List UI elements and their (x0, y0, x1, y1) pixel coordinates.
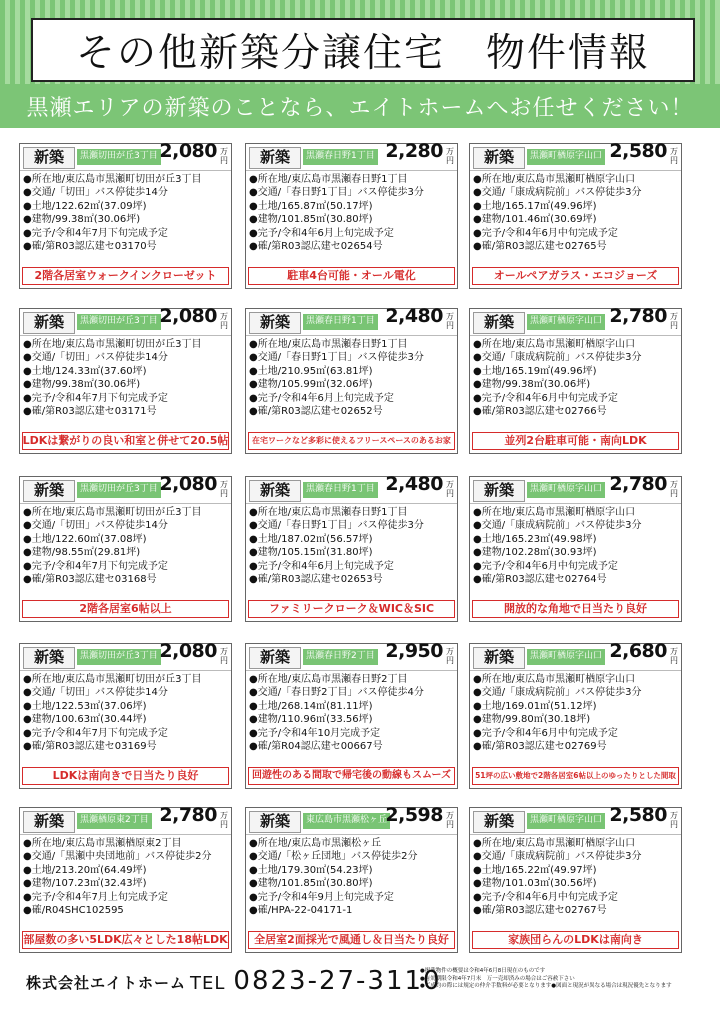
property-card[interactable] (19, 140, 232, 289)
completion-date: ●完予/令和4年7月下旬完成予定 (23, 392, 168, 404)
land-area: ●土地/165.22㎡(49.97坪) (473, 864, 597, 876)
card-header (470, 640, 681, 671)
feature-highlight: LDKは繋がりの良い和室と併せて20.5帖 (22, 432, 229, 450)
building-area: ●建物/100.63㎡(30.44坪) (23, 714, 147, 726)
building-area: ●建物/102.28㎡(30.93坪) (473, 547, 597, 559)
area-label: 黒瀬楢原東2丁目 (77, 813, 152, 829)
land-area: ●土地/165.19㎡(49.96坪) (473, 365, 597, 377)
certification-number: ●確/第R03認広建セ02766号 (473, 405, 607, 417)
building-area: ●建物/99.38㎡(30.06坪) (23, 379, 141, 391)
access: ●交通/「切田」バス停徒歩14分 (23, 187, 168, 199)
new-build-badge: 新築 (473, 147, 525, 169)
card-header (246, 804, 457, 835)
feature-highlight: 駐車4台可能・オール電化 (248, 267, 455, 285)
building-area: ●建物/99.80㎡(30.18坪) (473, 714, 591, 726)
land-area: ●土地/213.20㎡(64.49坪) (23, 864, 147, 876)
price: 2,080 (159, 305, 217, 327)
area-label: 黒瀬切田が丘3丁目 (77, 482, 161, 498)
price: 2,680 (609, 640, 667, 662)
land-area: ●土地/122.60㎡(37.08坪) (23, 533, 147, 545)
property-card[interactable] (469, 804, 682, 953)
certification-number: ●確/第R03認広建セ02652号 (249, 405, 383, 417)
access: ●交通/「黒瀬中央団地前」バス停徒歩2分 (23, 851, 212, 863)
area-label: 黒瀬切田が丘3丁目 (77, 149, 161, 165)
address: ●所在地/東広島市黒瀬町切田が丘3丁目 (23, 339, 202, 350)
price-unit: 万円 (446, 811, 454, 829)
price: 2,950 (385, 640, 443, 662)
property-details (20, 835, 231, 917)
feature-highlight: 2階各居室ウォークインクローゼット (22, 267, 229, 285)
feature-highlight: 回遊性のある間取で帰宅後の動線もスムーズ (248, 767, 455, 785)
completion-date: ●完予/令和4年6月中旬完成予定 (473, 727, 618, 739)
completion-date: ●完予/令和4年6月上旬完成予定 (249, 392, 394, 404)
area-label: 黒瀬春日野1丁目 (303, 314, 378, 330)
address: ●所在地/東広島市黒瀬町切田が丘3丁目 (23, 507, 202, 518)
card-header (20, 140, 231, 171)
price: 2,280 (385, 140, 443, 162)
feature-highlight: 並列2台駐車可能・南向LDK (472, 432, 679, 450)
new-build-badge: 新築 (249, 647, 301, 669)
footer-note: ●有効期限令和4年7月末 万一売却済みの場合はご容赦下さい (420, 975, 575, 982)
price: 2,580 (609, 140, 667, 162)
feature-highlight: LDKは南向きで日当たり良好 (22, 767, 229, 785)
company-name: 株式会社エイトホーム (26, 974, 187, 992)
access: ●交通/「康成病院前」バス停徒歩3分 (473, 687, 642, 699)
feature-highlight: 開放的な角地で日当たり良好 (472, 600, 679, 618)
certification-number: ●確/R04SHC102595 (23, 904, 124, 916)
card-header (246, 473, 457, 504)
feature-highlight: ファミリークローク＆WIC＆SIC (248, 600, 455, 618)
property-details (246, 504, 457, 586)
access: ●交通/「切田」バス停徒歩14分 (23, 520, 168, 532)
land-area: ●土地/124.33㎡(37.60坪) (23, 365, 147, 377)
property-card[interactable] (19, 305, 232, 454)
property-details (20, 336, 231, 418)
price: 2,780 (609, 305, 667, 327)
property-card[interactable] (469, 140, 682, 289)
certification-number: ●確/第R03認広建セ02769号 (473, 740, 607, 752)
building-area: ●建物/101.85㎡(30.80坪) (249, 878, 373, 890)
price-unit: 万円 (220, 147, 228, 165)
property-details (246, 171, 457, 253)
new-build-badge: 新築 (23, 480, 75, 502)
feature-highlight: オールペアガラス・エコジョーズ (472, 267, 679, 285)
price: 2,780 (159, 804, 217, 826)
feature-highlight: 2階各居室6帖以上 (22, 600, 229, 618)
building-area: ●建物/99.38㎡(30.06坪) (23, 214, 141, 226)
price: 2,780 (609, 473, 667, 495)
access: ●交通/「康成病院前」バス停徒歩3分 (473, 352, 642, 364)
price: 2,080 (159, 473, 217, 495)
new-build-badge: 新築 (473, 480, 525, 502)
area-label: 黒瀬町楢原字山口 (527, 813, 605, 829)
new-build-badge: 新築 (23, 312, 75, 334)
certification-number: ●確/第R03認広建セ02653号 (249, 573, 383, 585)
building-area: ●建物/101.85㎡(30.80坪) (249, 214, 373, 226)
address: ●所在地/東広島市黒瀬町楢原字山口 (473, 339, 636, 350)
property-card[interactable] (19, 804, 232, 953)
footer (0, 964, 720, 1022)
price-unit: 万円 (670, 312, 678, 330)
property-details (470, 171, 681, 253)
price-unit: 万円 (220, 647, 228, 665)
new-build-badge: 新築 (23, 647, 75, 669)
property-card[interactable] (245, 140, 458, 289)
property-card[interactable] (469, 640, 682, 789)
building-area: ●建物/105.15㎡(31.80坪) (249, 547, 373, 559)
card-header (246, 305, 457, 336)
address: ●所在地/東広島市黒瀬町楢原字山口 (473, 674, 636, 685)
certification-number: ●確/第R04認広建セ00667号 (249, 740, 383, 752)
feature-highlight: 51坪の広い敷地で2階各居室6帖以上のゆったりとした間取 (472, 767, 679, 785)
footer-notes (420, 968, 720, 991)
feature-highlight: 在宅ワークなど多彩に使えるフリースペースのあるお家 (248, 432, 455, 450)
new-build-badge: 新築 (249, 312, 301, 334)
tel-value: 0823-27-3110 (233, 966, 442, 996)
access: ●交通/「切田」バス停徒歩14分 (23, 352, 168, 364)
completion-date: ●完予/令和4年6月上旬完成予定 (249, 560, 394, 572)
card-header (20, 305, 231, 336)
property-card[interactable] (469, 305, 682, 454)
land-area: ●土地/165.87㎡(50.17坪) (249, 200, 373, 212)
address: ●所在地/東広島市黒瀬春日野1丁目 (249, 174, 408, 185)
price-unit: 万円 (220, 312, 228, 330)
address: ●所在地/東広島市黒瀬町楢原字山口 (473, 507, 636, 518)
access: ●交通/「康成病院前」バス停徒歩3分 (473, 851, 642, 863)
access: ●交通/「康成病院前」バス停徒歩3分 (473, 187, 642, 199)
property-details (470, 504, 681, 586)
area-label: 黒瀬町楢原字山口 (527, 149, 605, 165)
footer-note: ●ご成約の際には規定の仲介手数料が必要となります●図面と現況が異なる場合は現況優先となります (420, 983, 672, 989)
certification-number: ●確/第R03認広建セ03170号 (23, 240, 157, 252)
feature-highlight: 全居室2面採光で風通し＆日当たり良好 (248, 931, 455, 949)
completion-date: ●完予/令和4年6月上旬完成予定 (249, 227, 394, 239)
land-area: ●土地/165.17㎡(49.96坪) (473, 200, 597, 212)
price-unit: 万円 (670, 647, 678, 665)
price-unit: 万円 (446, 647, 454, 665)
page-subtitle: 黒瀬エリアの新築のことなら、エイトホームへお任せください！ (0, 84, 720, 128)
property-card[interactable] (245, 640, 458, 789)
land-area: ●土地/169.01㎡(51.12坪) (473, 700, 597, 712)
property-details (470, 336, 681, 418)
property-details (246, 671, 457, 753)
property-card[interactable] (19, 473, 232, 622)
completion-date: ●完予/令和4年6月中旬完成予定 (473, 891, 618, 903)
area-label: 黒瀬町楢原字山口 (527, 482, 605, 498)
price-unit: 万円 (446, 480, 454, 498)
certification-number: ●確/第R03認広建セ02765号 (473, 240, 607, 252)
access: ●交通/「康成病院前」バス停徒歩3分 (473, 520, 642, 532)
price: 2,480 (385, 473, 443, 495)
area-label: 黒瀬切田が丘3丁目 (77, 314, 161, 330)
card-header (20, 473, 231, 504)
property-details (470, 671, 681, 753)
property-card[interactable] (245, 305, 458, 454)
area-label: 黒瀬春日野1丁目 (303, 482, 378, 498)
area-label: 黒瀬町楢原字山口 (527, 314, 605, 330)
certification-number: ●確/第R03認広建セ02767号 (473, 904, 607, 916)
certification-number: ●確/第R03認広建セ03168号 (23, 573, 157, 585)
address: ●所在地/東広島市黒瀬町切田が丘3丁目 (23, 174, 202, 185)
building-area: ●建物/99.38㎡(30.06坪) (473, 379, 591, 391)
price-unit: 万円 (670, 811, 678, 829)
building-area: ●建物/107.23㎡(32.43坪) (23, 878, 147, 890)
new-build-badge: 新築 (473, 647, 525, 669)
new-build-badge: 新築 (473, 312, 525, 334)
property-details (246, 835, 457, 917)
property-details (246, 336, 457, 418)
area-label: 黒瀬春日野2丁目 (303, 649, 378, 665)
land-area: ●土地/210.95㎡(63.81坪) (249, 365, 373, 377)
address: ●所在地/東広島市黒瀬町楢原字山口 (473, 838, 636, 849)
card-header (20, 804, 231, 835)
address: ●所在地/東広島市黒瀬松ヶ丘 (249, 838, 382, 849)
new-build-badge: 新築 (23, 811, 75, 833)
address: ●所在地/東広島市黒瀬町楢原字山口 (473, 174, 636, 185)
building-area: ●建物/101.03㎡(30.56坪) (473, 878, 597, 890)
property-card[interactable] (19, 640, 232, 789)
property-card[interactable] (469, 473, 682, 622)
property-card[interactable] (245, 473, 458, 622)
certification-number: ●確/第R03認広建セ02654号 (249, 240, 383, 252)
land-area: ●土地/165.23㎡(49.98坪) (473, 533, 597, 545)
tel-label: TEL (190, 973, 226, 994)
price: 2,480 (385, 305, 443, 327)
area-label: 黒瀬町楢原字山口 (527, 649, 605, 665)
access: ●交通/「春日野1丁目」バス停徒歩3分 (249, 352, 424, 364)
phone-number[interactable] (190, 966, 442, 996)
card-header (246, 140, 457, 171)
price: 2,580 (609, 804, 667, 826)
access: ●交通/「春日野2丁目」バス停徒歩4分 (249, 687, 424, 699)
address: ●所在地/東広島市黒瀬春日野2丁目 (249, 674, 408, 685)
card-header (470, 804, 681, 835)
property-details (20, 671, 231, 753)
price-unit: 万円 (220, 811, 228, 829)
completion-date: ●完予/令和4年10月完成予定 (249, 727, 381, 739)
price-unit: 万円 (446, 147, 454, 165)
card-header (470, 305, 681, 336)
price-unit: 万円 (220, 480, 228, 498)
property-card[interactable] (245, 804, 458, 953)
page-title: その他新築分譲住宅 物件情報 (31, 18, 695, 82)
building-area: ●建物/98.55㎡(29.81坪) (23, 547, 141, 559)
price: 2,080 (159, 140, 217, 162)
certification-number: ●確/第R03認広建セ02764号 (473, 573, 607, 585)
new-build-badge: 新築 (473, 811, 525, 833)
card-header (20, 640, 231, 671)
area-label: 東広島市黒瀬松ヶ丘 (303, 813, 390, 829)
completion-date: ●完予/令和4年7月上旬完成予定 (23, 891, 168, 903)
access: ●交通/「切田」バス停徒歩14分 (23, 687, 168, 699)
address: ●所在地/東広島市黒瀬楢原東2丁目 (23, 838, 182, 849)
certification-number: ●確/HPA-22-04171-1 (249, 904, 353, 916)
certification-number: ●確/第R03認広建セ03169号 (23, 740, 157, 752)
completion-date: ●完予/令和4年6月中旬完成予定 (473, 392, 618, 404)
feature-highlight: 部屋数の多い5LDK広々とした18帖LDK (22, 931, 229, 949)
footer-note: ●掲載物件の概要は令和4年6月8日現在のものです (420, 968, 546, 974)
price-unit: 万円 (446, 312, 454, 330)
address: ●所在地/東広島市黒瀬春日野1丁目 (249, 339, 408, 350)
card-header (470, 473, 681, 504)
price-unit: 万円 (670, 480, 678, 498)
completion-date: ●完予/令和4年7月下旬完成予定 (23, 227, 168, 239)
land-area: ●土地/268.14㎡(81.11坪) (249, 700, 373, 712)
completion-date: ●完予/令和4年7月下旬完成予定 (23, 560, 168, 572)
certification-number: ●確/第R03認広建セ03171号 (23, 405, 157, 417)
building-area: ●建物/105.99㎡(32.06坪) (249, 379, 373, 391)
building-area: ●建物/101.46㎡(30.69坪) (473, 214, 597, 226)
price: 2,598 (385, 804, 443, 826)
new-build-badge: 新築 (249, 147, 301, 169)
access: ●交通/「春日野1丁目」バス停徒歩3分 (249, 520, 424, 532)
property-details (20, 504, 231, 586)
land-area: ●土地/122.53㎡(37.06坪) (23, 700, 147, 712)
new-build-badge: 新築 (249, 480, 301, 502)
price-unit: 万円 (670, 147, 678, 165)
new-build-badge: 新築 (23, 147, 75, 169)
land-area: ●土地/122.62㎡(37.09坪) (23, 200, 147, 212)
completion-date: ●完予/令和4年7月下旬完成予定 (23, 727, 168, 739)
land-area: ●土地/187.02㎡(56.57坪) (249, 533, 373, 545)
access: ●交通/「春日野1丁目」バス停徒歩3分 (249, 187, 424, 199)
price: 2,080 (159, 640, 217, 662)
property-details (470, 835, 681, 917)
access: ●交通/「松ヶ丘団地」バス停徒歩2分 (249, 851, 418, 863)
building-area: ●建物/110.96㎡(33.56坪) (249, 714, 373, 726)
new-build-badge: 新築 (249, 811, 301, 833)
address: ●所在地/東広島市黒瀬町切田が丘3丁目 (23, 674, 202, 685)
area-label: 黒瀬切田が丘3丁目 (77, 649, 161, 665)
completion-date: ●完予/令和4年9月上旬完成予定 (249, 891, 394, 903)
property-details (20, 171, 231, 253)
card-header (470, 140, 681, 171)
completion-date: ●完予/令和4年6月中旬完成予定 (473, 560, 618, 572)
card-header (246, 640, 457, 671)
feature-highlight: 家族団らんのLDKは南向き (472, 931, 679, 949)
area-label: 黒瀬春日野1丁目 (303, 149, 378, 165)
completion-date: ●完予/令和4年6月中旬完成予定 (473, 227, 618, 239)
address: ●所在地/東広島市黒瀬春日野1丁目 (249, 507, 408, 518)
land-area: ●土地/179.30㎡(54.23坪) (249, 864, 373, 876)
